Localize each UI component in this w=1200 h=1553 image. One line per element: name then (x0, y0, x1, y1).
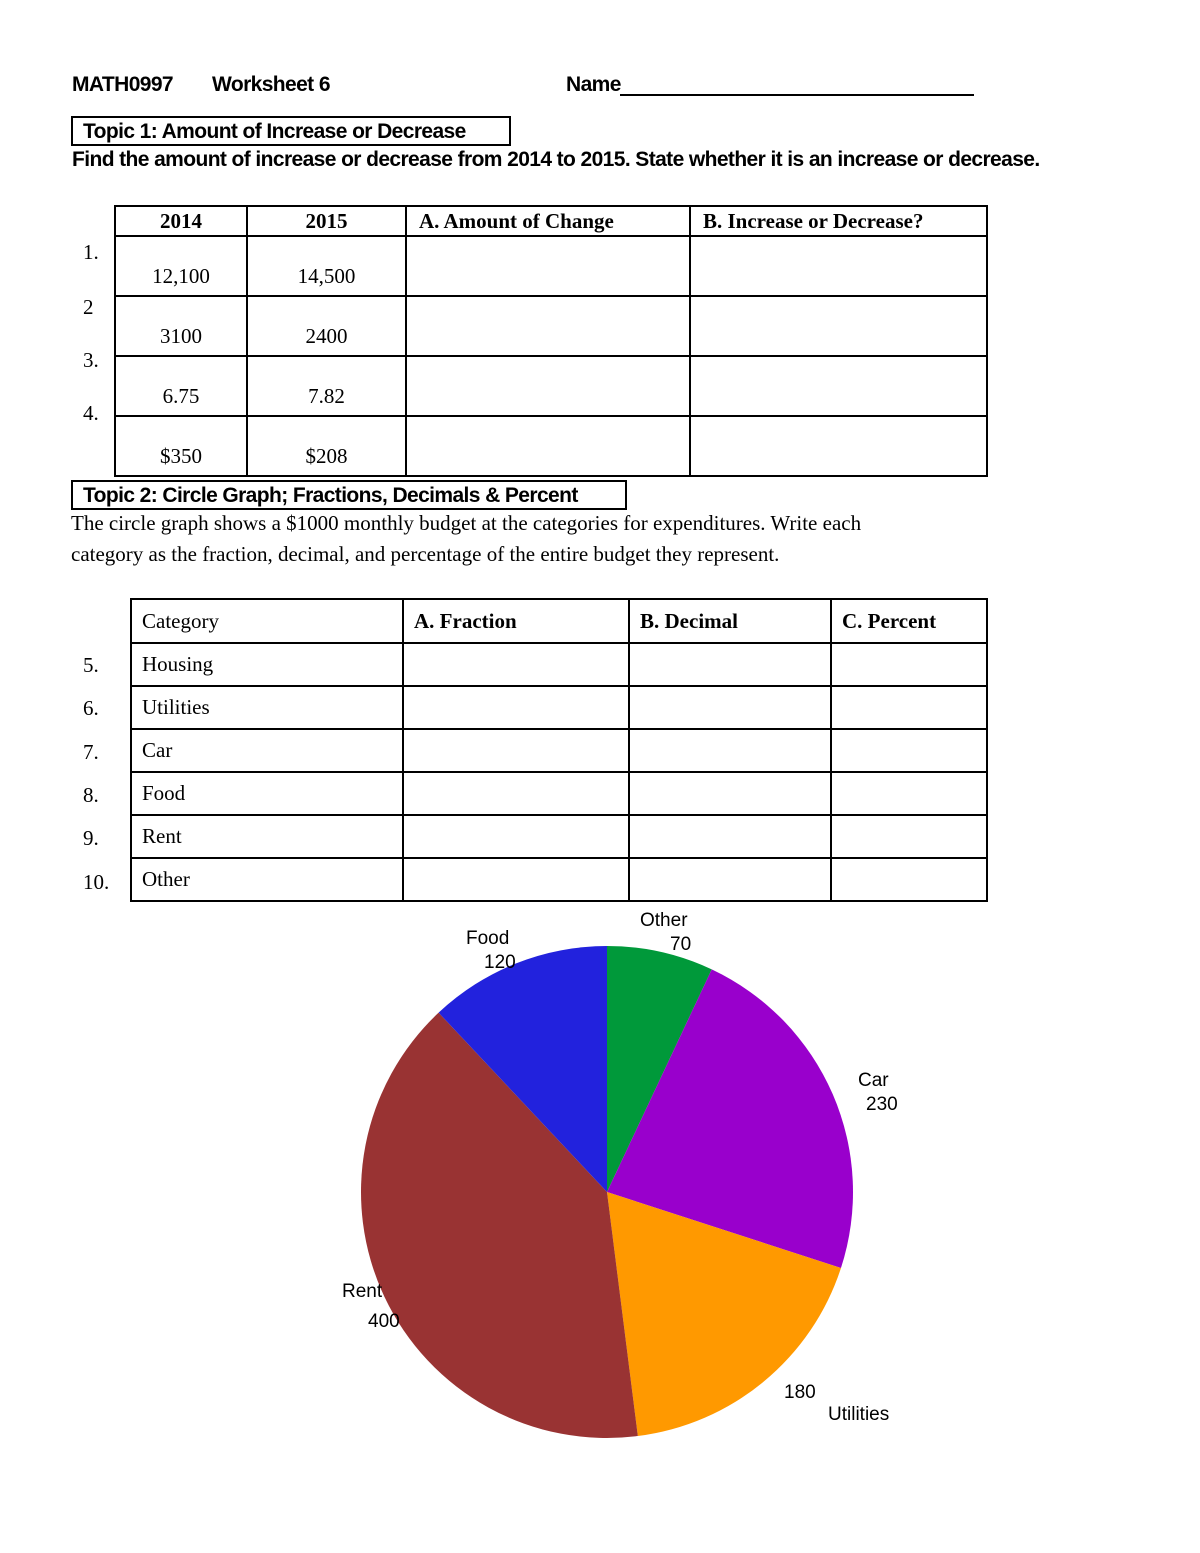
answer-direction-cell[interactable] (690, 296, 987, 356)
value-2015: 14,500 (247, 236, 406, 296)
pie-value-other: 70 (670, 934, 692, 955)
row-number: 8. (83, 783, 99, 807)
pie-label-other: Other (640, 910, 688, 931)
pie-value-food: 120 (484, 952, 516, 973)
col-percent: C. Percent (831, 599, 987, 643)
value-2015: 7.82 (247, 356, 406, 416)
percent-answer-cell[interactable] (831, 772, 987, 815)
row-number: 10. (83, 870, 110, 894)
topic2-paragraph-line2: category as the fraction, decimal, and percentage of the entire budget they represent. (71, 542, 780, 566)
topic1-instructions: Find the amount of increase or decrease from 2014 to 2015. State whether it is an increase or decrease. (72, 148, 1040, 171)
category-cell: Housing (131, 643, 403, 686)
budget-pie-chart (300, 900, 900, 1460)
pie-label-utilities: Utilities (828, 1404, 890, 1425)
col-amount-of-change: A. Amount of Change (406, 206, 690, 236)
pie-label-car: Car (858, 1070, 889, 1091)
row-number: 1. (83, 240, 99, 264)
pie-value-utilities: 180 (784, 1382, 816, 1403)
topic2-title: Topic 2: Circle Graph; Fractions, Decimals & Percent (83, 484, 578, 507)
table-row (115, 416, 987, 476)
table-row (131, 686, 987, 729)
value-2014: 12,100 (115, 236, 247, 296)
table-row (131, 729, 987, 772)
col-fraction: A. Fraction (403, 599, 629, 643)
percent-answer-cell[interactable] (831, 643, 987, 686)
col-category: Category (131, 599, 403, 643)
row-number: 4. (83, 401, 99, 425)
table-row (131, 643, 987, 686)
fraction-answer-cell[interactable] (403, 729, 629, 772)
decimal-answer-cell[interactable] (629, 772, 831, 815)
change-table (114, 205, 988, 477)
decimal-answer-cell[interactable] (629, 858, 831, 901)
value-2015: $208 (247, 416, 406, 476)
answer-direction-cell[interactable] (690, 416, 987, 476)
value-2015: 2400 (247, 296, 406, 356)
table-row (131, 858, 987, 901)
budget-table-header (131, 599, 987, 643)
category-cell: Car (131, 729, 403, 772)
row-number: 2 (83, 295, 94, 319)
table-row (131, 772, 987, 815)
topic2-title-box (71, 480, 627, 510)
pie-value-car: 230 (866, 1094, 898, 1115)
pie-label-rent: Rent (342, 1281, 383, 1302)
row-number: 5. (83, 653, 99, 677)
name-field[interactable] (620, 94, 974, 96)
percent-answer-cell[interactable] (831, 815, 987, 858)
row-number: 6. (83, 696, 99, 720)
category-cell: Other (131, 858, 403, 901)
category-cell: Food (131, 772, 403, 815)
pie-value-rent: 400 (368, 1311, 400, 1332)
topic1-title: Topic 1: Amount of Increase or Decrease (83, 120, 466, 143)
fraction-answer-cell[interactable] (403, 858, 629, 901)
decimal-answer-cell[interactable] (629, 729, 831, 772)
category-cell: Rent (131, 815, 403, 858)
percent-answer-cell[interactable] (831, 686, 987, 729)
decimal-answer-cell[interactable] (629, 686, 831, 729)
name-label: Name (566, 73, 621, 96)
course-code: MATH0997 (72, 73, 174, 96)
fraction-answer-cell[interactable] (403, 815, 629, 858)
answer-direction-cell[interactable] (690, 356, 987, 416)
col-decimal: B. Decimal (629, 599, 831, 643)
table-row (131, 815, 987, 858)
answer-amount-cell[interactable] (406, 356, 690, 416)
col-2014: 2014 (115, 206, 247, 236)
decimal-answer-cell[interactable] (629, 643, 831, 686)
fraction-answer-cell[interactable] (403, 772, 629, 815)
answer-amount-cell[interactable] (406, 416, 690, 476)
row-number: 9. (83, 826, 99, 850)
fraction-answer-cell[interactable] (403, 686, 629, 729)
topic2-paragraph-line1: The circle graph shows a $1000 monthly budget at the categories for expenditures. Write each (71, 511, 862, 535)
answer-amount-cell[interactable] (406, 296, 690, 356)
percent-answer-cell[interactable] (831, 858, 987, 901)
fraction-answer-cell[interactable] (403, 643, 629, 686)
value-2014: 6.75 (115, 356, 247, 416)
topic1-title-box (71, 116, 511, 146)
value-2014: $350 (115, 416, 247, 476)
worksheet-title: Worksheet 6 (212, 73, 330, 96)
row-number: 7. (83, 740, 99, 764)
budget-table (130, 598, 988, 902)
col-2015: 2015 (247, 206, 406, 236)
decimal-answer-cell[interactable] (629, 815, 831, 858)
value-2014: 3100 (115, 296, 247, 356)
pie-label-food: Food (466, 928, 510, 949)
col-increase-or-decrease: B. Increase or Decrease? (690, 206, 987, 236)
change-table-header (115, 206, 987, 236)
table-row (115, 356, 987, 416)
row-number: 3. (83, 348, 99, 372)
category-cell: Utilities (131, 686, 403, 729)
percent-answer-cell[interactable] (831, 729, 987, 772)
table-row (115, 236, 987, 296)
answer-direction-cell[interactable] (690, 236, 987, 296)
answer-amount-cell[interactable] (406, 236, 690, 296)
table-row (115, 296, 987, 356)
